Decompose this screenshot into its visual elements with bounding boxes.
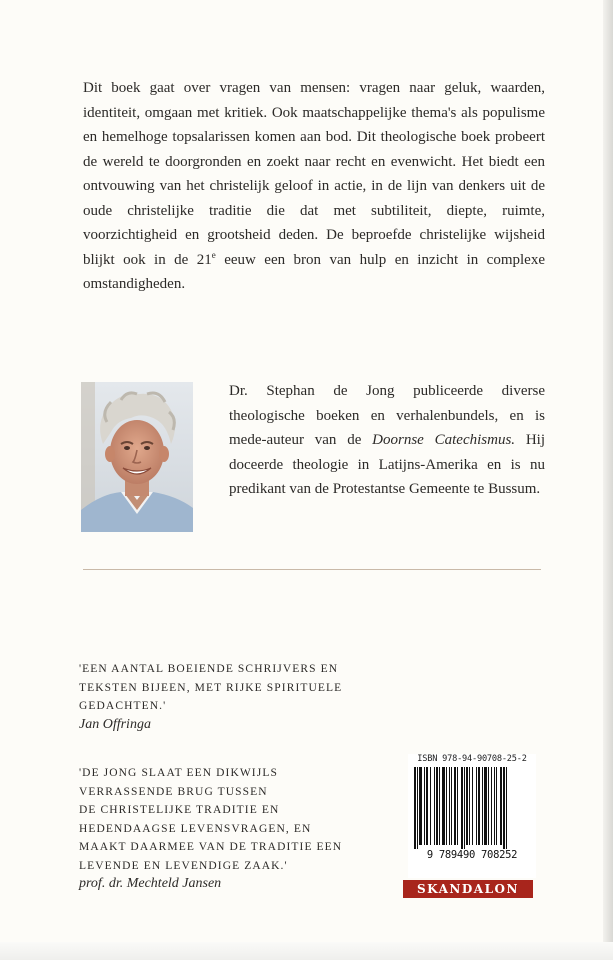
barcode-bars — [408, 767, 536, 849]
isbn-label: ISBN 978-94-90708-25-2 — [417, 754, 527, 764]
book-blurb — [83, 76, 545, 297]
barcode-bar — [434, 767, 435, 845]
barcode-bar — [494, 767, 495, 845]
barcode-bar — [439, 767, 440, 845]
barcode-bar — [417, 767, 418, 849]
quote-attribution: prof. dr. Mechteld Jansen — [79, 876, 222, 891]
quote-line: LEVENDE EN LEVENDIGE ZAAK.' — [79, 859, 288, 872]
barcode-bar — [442, 767, 445, 845]
barcode-bar — [506, 767, 507, 849]
barcode-bar — [446, 767, 447, 845]
quote-line: HEDENDAAGSE LEVENSVRAGEN, EN — [79, 822, 312, 835]
quote-line: DE CHRISTELIJKE TRADITIE EN — [79, 804, 280, 816]
author-bio-text-end: Hij doceerde theologie in Latijns-Amerika en is nu predikant van de Protestantse Gemeente te Bussum. — [229, 432, 545, 498]
barcode-bar — [464, 767, 465, 849]
section-divider — [83, 569, 541, 570]
barcode-bar — [484, 767, 487, 845]
quote-attribution: Jan Offringa — [79, 716, 151, 732]
author-photo — [81, 382, 193, 532]
review-quote-1 — [79, 660, 379, 734]
barcode-bar — [478, 767, 480, 845]
barcode-bar — [500, 767, 502, 845]
page-edge-shadow — [603, 0, 613, 960]
quote-line: TEKSTEN BIJEEN, MET RIJKE SPIRITUELE — [79, 681, 343, 694]
barcode-bar — [419, 767, 422, 845]
blurb-text-end: eeuw een bron van hulp en inzicht in complexe omstandigheden. — [83, 251, 545, 292]
barcode-bar — [496, 767, 497, 845]
page-bottom-edge — [0, 942, 613, 960]
barcode-bar — [469, 767, 470, 845]
review-quote-2 — [79, 764, 409, 893]
barcode-bar — [449, 767, 450, 845]
quote-line: 'EEN AANTAL BOEIENDE SCHRIJVERS EN — [79, 663, 339, 675]
barcode-bar — [454, 767, 456, 845]
barcode-bar — [466, 767, 468, 845]
ordinal-superscript: e — [211, 249, 216, 260]
barcode-bar — [472, 767, 473, 845]
barcode-bar — [491, 767, 492, 845]
catechism-title: Doornse Catechismus. — [372, 432, 516, 449]
barcode-bar — [488, 767, 489, 845]
barcode-bar — [503, 767, 505, 849]
barcode-bar — [461, 767, 463, 849]
barcode-bar — [451, 767, 452, 845]
barcode-bar — [430, 767, 431, 845]
publisher-logo: SKANDALON — [403, 880, 533, 898]
author-bio — [229, 379, 545, 502]
quote-line: 'DE JONG SLAAT EEN DIKWIJLS — [79, 767, 278, 779]
barcode-bar — [424, 767, 425, 845]
quote-line: MAAKT DAARMEE VAN DE TRADITIE EEN — [79, 841, 343, 853]
barcode-bar — [457, 767, 458, 845]
isbn-barcode — [408, 754, 536, 878]
quote-line: GEDACHTEN.' — [79, 700, 167, 712]
author-bio-text: Dr. Stephan de Jong publiceerde diverse theologische boeken en verhalenbundels, en is mede-auteur van de — [229, 383, 545, 449]
barcode-bar — [414, 767, 416, 849]
barcode-bar — [482, 767, 483, 845]
blurb-text: Dit boek gaat over vragen van mensen: vragen naar geluk, waarden, identiteit, omgaan met kritiek. Ook maatschappelijke thema's als populisme en hemelhoge topsalarissen komen aan bod. Dit theologische boek probeert de wereld te doorgronden en zoekt naar recht en evenwicht. Het biedt een ontvouwing van het christelijk geloof in actie, in de lijn van denkers uit de oude christelijke traditie die dat met subtiliteit, diepte, ruimte, voorzichtigheid en grootsheid deden. De beproefde christelijke wijsheid blijkt ook in de 21 — [83, 80, 545, 268]
barcode-bar — [476, 767, 477, 845]
barcode-bar — [436, 767, 438, 845]
barcode-digits: 9 789490 708252 — [426, 849, 518, 861]
barcode-bar — [426, 767, 428, 845]
quote-line: VERRASSENDE BRUG TUSSEN — [79, 785, 268, 798]
